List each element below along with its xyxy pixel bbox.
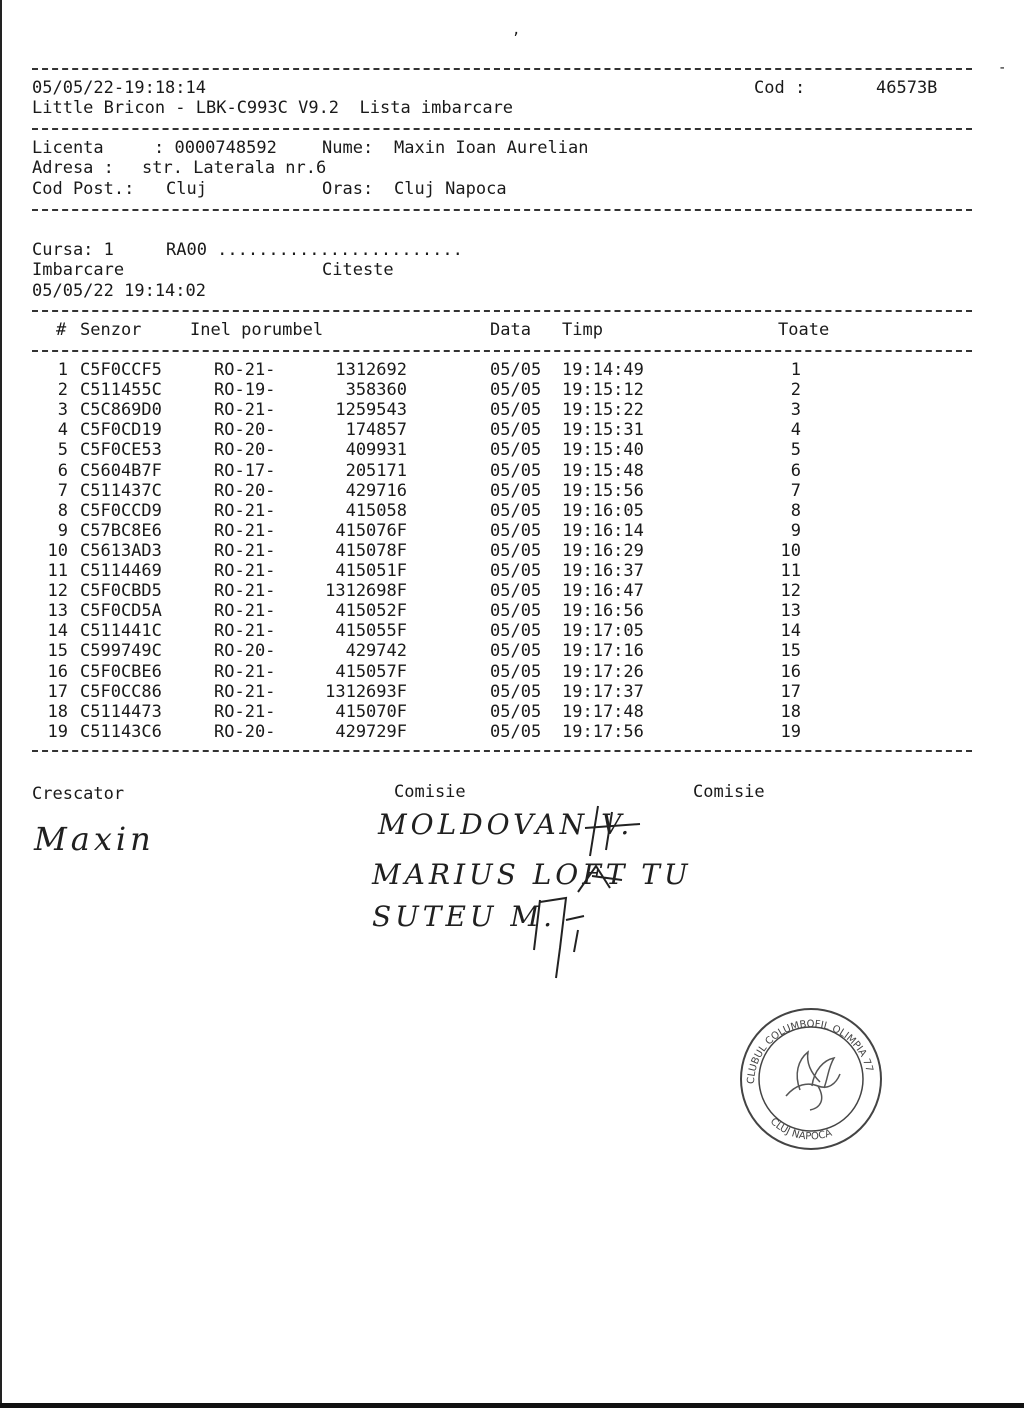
ring-prefix: RO-17- xyxy=(214,461,276,481)
ring-prefix: RO-19- xyxy=(214,380,276,400)
ring-prefix: RO-21- xyxy=(214,541,276,561)
arrival-date: 05/05 xyxy=(490,501,542,521)
comisie-member-name: MOLDOVAN V. xyxy=(378,808,634,841)
sensor-id: C5613AD3 xyxy=(80,541,162,561)
position-toate: 13 xyxy=(780,601,801,621)
ring-number: 429716 xyxy=(345,481,407,501)
comisie-member-name: SUTEU M. xyxy=(372,900,556,933)
arrival-time: 19:16:29 xyxy=(562,541,644,561)
column-header-num: # xyxy=(56,320,67,340)
ring-prefix: RO-21- xyxy=(214,521,276,541)
row-number: 8 xyxy=(57,501,68,521)
dove-icon xyxy=(786,1052,840,1110)
cursa-label: Cursa: 1 xyxy=(32,240,114,260)
arrival-date: 05/05 xyxy=(490,641,542,661)
ring-prefix: RO-21- xyxy=(214,621,276,641)
cod-value: 46573B xyxy=(876,78,938,98)
ring-prefix: RO-20- xyxy=(214,641,276,661)
arrival-time: 19:16:05 xyxy=(562,501,644,521)
arrival-date: 05/05 xyxy=(490,702,542,722)
arrival-time: 19:17:48 xyxy=(562,702,644,722)
column-header-timp: Timp xyxy=(562,320,603,340)
position-toate: 12 xyxy=(780,581,801,601)
row-number: 7 xyxy=(57,481,68,501)
arrival-date: 05/05 xyxy=(490,581,542,601)
row-number: 11 xyxy=(47,561,68,581)
sensor-id: C5114469 xyxy=(80,561,162,581)
ring-number: 174857 xyxy=(345,420,407,440)
row-number: 15 xyxy=(47,641,68,661)
sensor-id: C511455C xyxy=(80,380,162,400)
row-number: 18 xyxy=(47,702,68,722)
sensor-id: C5F0CD5A xyxy=(80,601,162,621)
sensor-id: C5F0CBD5 xyxy=(80,581,162,601)
ring-number: 415057F xyxy=(335,662,407,682)
ring-number: 205171 xyxy=(345,461,407,481)
ring-number: 415076F xyxy=(335,521,407,541)
arrival-time: 19:16:47 xyxy=(562,581,644,601)
ring-number: 415078F xyxy=(335,541,407,561)
ring-prefix: RO-21- xyxy=(214,400,276,420)
club-stamp xyxy=(736,1004,886,1154)
position-toate: 4 xyxy=(790,420,801,440)
ring-number: 358360 xyxy=(345,380,407,400)
svg-text:CLUBUL COLUMBOFIL OLIMPIA 77 xyxy=(746,1019,875,1084)
position-toate: 8 xyxy=(790,501,801,521)
sensor-id: C51143C6 xyxy=(80,722,162,742)
adresa-label: Adresa : xyxy=(32,158,114,178)
arrival-date: 05/05 xyxy=(490,621,542,641)
arrival-time: 19:17:56 xyxy=(562,722,644,742)
licenta-value: : 0000748592 xyxy=(154,138,277,158)
arrival-time: 19:15:12 xyxy=(562,380,644,400)
codpost-label: Cod Post.: xyxy=(32,179,135,199)
position-toate: 11 xyxy=(780,561,801,581)
ring-number: 415070F xyxy=(335,702,407,722)
sensor-id: C5F0CC86 xyxy=(80,682,162,702)
imbarcare-datetime: 05/05/22 19:14:02 xyxy=(32,281,206,301)
ring-prefix: RO-21- xyxy=(214,682,276,702)
sensor-id: C5114473 xyxy=(80,702,162,722)
comisie-label: Comisie xyxy=(693,782,765,802)
sensor-id: C511437C xyxy=(80,481,162,501)
column-header-inel: Inel porumbel xyxy=(190,320,324,340)
sensor-id: C57BC8E6 xyxy=(80,521,162,541)
ring-number: 429729F xyxy=(335,722,407,742)
crescator-signature: Maxin xyxy=(34,820,155,858)
ring-number: 429742 xyxy=(345,641,407,661)
position-toate: 9 xyxy=(790,521,801,541)
ring-prefix: RO-21- xyxy=(214,702,276,722)
ring-number: 415058 xyxy=(345,501,407,521)
position-toate: 10 xyxy=(780,541,801,561)
oras-label: Oras: xyxy=(322,179,374,199)
arrival-date: 05/05 xyxy=(490,722,542,742)
arrival-date: 05/05 xyxy=(490,601,542,621)
arrival-date: 05/05 xyxy=(490,662,542,682)
sensor-id: C5F0CCD9 xyxy=(80,501,162,521)
position-toate: 3 xyxy=(790,400,801,420)
arrival-time: 19:15:22 xyxy=(562,400,644,420)
sensor-id: C5F0CBE6 xyxy=(80,662,162,682)
position-toate: 5 xyxy=(790,440,801,460)
ring-prefix: RO-20- xyxy=(214,481,276,501)
position-toate: 18 xyxy=(780,702,801,722)
adresa-value: str. Laterala nr.6 xyxy=(142,158,327,178)
position-toate: 19 xyxy=(780,722,801,742)
citeste-label: Citeste xyxy=(322,260,394,280)
sensor-id: C5F0CCF5 xyxy=(80,360,162,380)
row-number: 13 xyxy=(47,601,68,621)
ring-prefix: RO-21- xyxy=(214,561,276,581)
arrival-date: 05/05 xyxy=(490,420,542,440)
scan-mark: , xyxy=(512,22,521,38)
ring-number: 1312698F xyxy=(325,581,407,601)
arrival-date: 05/05 xyxy=(490,521,542,541)
arrival-date: 05/05 xyxy=(490,561,542,581)
arrival-date: 05/05 xyxy=(490,481,542,501)
arrival-time: 19:15:48 xyxy=(562,461,644,481)
arrival-time: 19:16:14 xyxy=(562,521,644,541)
row-number: 6 xyxy=(57,461,68,481)
imbarcare-label: Imbarcare xyxy=(32,260,125,280)
position-toate: 2 xyxy=(790,380,801,400)
cod-label: Cod : xyxy=(754,78,806,98)
arrival-time: 19:16:56 xyxy=(562,601,644,621)
arrival-time: 19:15:40 xyxy=(562,440,644,460)
ring-number: 1259543 xyxy=(335,400,407,420)
ring-number: 415051F xyxy=(335,561,407,581)
row-number: 10 xyxy=(47,541,68,561)
crescator-label: Crescator xyxy=(32,784,125,804)
row-number: 5 xyxy=(57,440,68,460)
arrival-time: 19:15:56 xyxy=(562,481,644,501)
arrival-time: 19:17:05 xyxy=(562,621,644,641)
ring-number: 1312693F xyxy=(325,682,407,702)
comisie-label: Comisie xyxy=(394,782,466,802)
arrival-date: 05/05 xyxy=(490,682,542,702)
arrival-time: 19:17:37 xyxy=(562,682,644,702)
column-header-toate: Toate xyxy=(778,320,830,340)
ring-prefix: RO-21- xyxy=(214,601,276,621)
arrival-date: 05/05 xyxy=(490,400,542,420)
position-toate: 7 xyxy=(790,481,801,501)
column-header-senzor: Senzor xyxy=(80,320,142,340)
nume-label: Nume: xyxy=(322,138,374,158)
ring-number: 409931 xyxy=(345,440,407,460)
position-toate: 15 xyxy=(780,641,801,661)
row-number: 2 xyxy=(57,380,68,400)
arrival-time: 19:16:37 xyxy=(562,561,644,581)
arrival-time: 19:15:31 xyxy=(562,420,644,440)
ring-prefix: RO-21- xyxy=(214,501,276,521)
row-number: 14 xyxy=(47,621,68,641)
column-header-data: Data xyxy=(490,320,531,340)
row-number: 16 xyxy=(47,662,68,682)
row-number: 9 xyxy=(57,521,68,541)
row-number: 1 xyxy=(57,360,68,380)
arrival-time: 19:14:49 xyxy=(562,360,644,380)
position-toate: 1 xyxy=(790,360,801,380)
ring-prefix: RO-21- xyxy=(214,360,276,380)
cursa-code: RA00 ........................ xyxy=(166,240,463,260)
print-datetime: 05/05/22-19:18:14 xyxy=(32,78,206,98)
ring-prefix: RO-21- xyxy=(214,662,276,682)
stamp-text-top: CLUBUL COLUMBOFIL OLIMPIA 77 xyxy=(745,1018,875,1085)
position-toate: 14 xyxy=(780,621,801,641)
sensor-id: C5C869D0 xyxy=(80,400,162,420)
arrival-date: 05/05 xyxy=(490,360,542,380)
ring-prefix: RO-20- xyxy=(214,440,276,460)
sensor-id: C5F0CE53 xyxy=(80,440,162,460)
device-line: Little Bricon - LBK-C993C V9.2 Lista imbarcare xyxy=(32,98,514,118)
position-toate: 17 xyxy=(780,682,801,702)
licenta-label: Licenta xyxy=(32,138,104,158)
oras-value: Cluj Napoca xyxy=(394,179,507,199)
arrival-date: 05/05 xyxy=(490,461,542,481)
row-number: 17 xyxy=(47,682,68,702)
ring-prefix: RO-20- xyxy=(214,722,276,742)
codpost-value: Cluj xyxy=(166,179,207,199)
scan-mark: - xyxy=(998,60,1007,76)
arrival-time: 19:17:16 xyxy=(562,641,644,661)
row-number: 19 xyxy=(47,722,68,742)
arrival-date: 05/05 xyxy=(490,541,542,561)
position-toate: 16 xyxy=(780,662,801,682)
ring-prefix: RO-20- xyxy=(214,420,276,440)
sensor-id: C5F0CD19 xyxy=(80,420,162,440)
position-toate: 6 xyxy=(790,461,801,481)
nume-value: Maxin Ioan Aurelian xyxy=(394,138,589,158)
row-number: 3 xyxy=(57,400,68,420)
ring-number: 1312692 xyxy=(335,360,407,380)
stamp-text-bottom: CLUJ NAPOCA xyxy=(767,1116,834,1143)
row-number: 4 xyxy=(57,420,68,440)
row-number: 12 xyxy=(47,581,68,601)
ring-number: 415055F xyxy=(335,621,407,641)
ring-prefix: RO-21- xyxy=(214,581,276,601)
sensor-id: C5604B7F xyxy=(80,461,162,481)
ring-number: 415052F xyxy=(335,601,407,621)
arrival-time: 19:17:26 xyxy=(562,662,644,682)
arrival-date: 05/05 xyxy=(490,380,542,400)
arrival-date: 05/05 xyxy=(490,440,542,460)
sensor-id: C511441C xyxy=(80,621,162,641)
sensor-id: C599749C xyxy=(80,641,162,661)
comisie-member-name: MARIUS LOFT TU xyxy=(372,858,692,891)
